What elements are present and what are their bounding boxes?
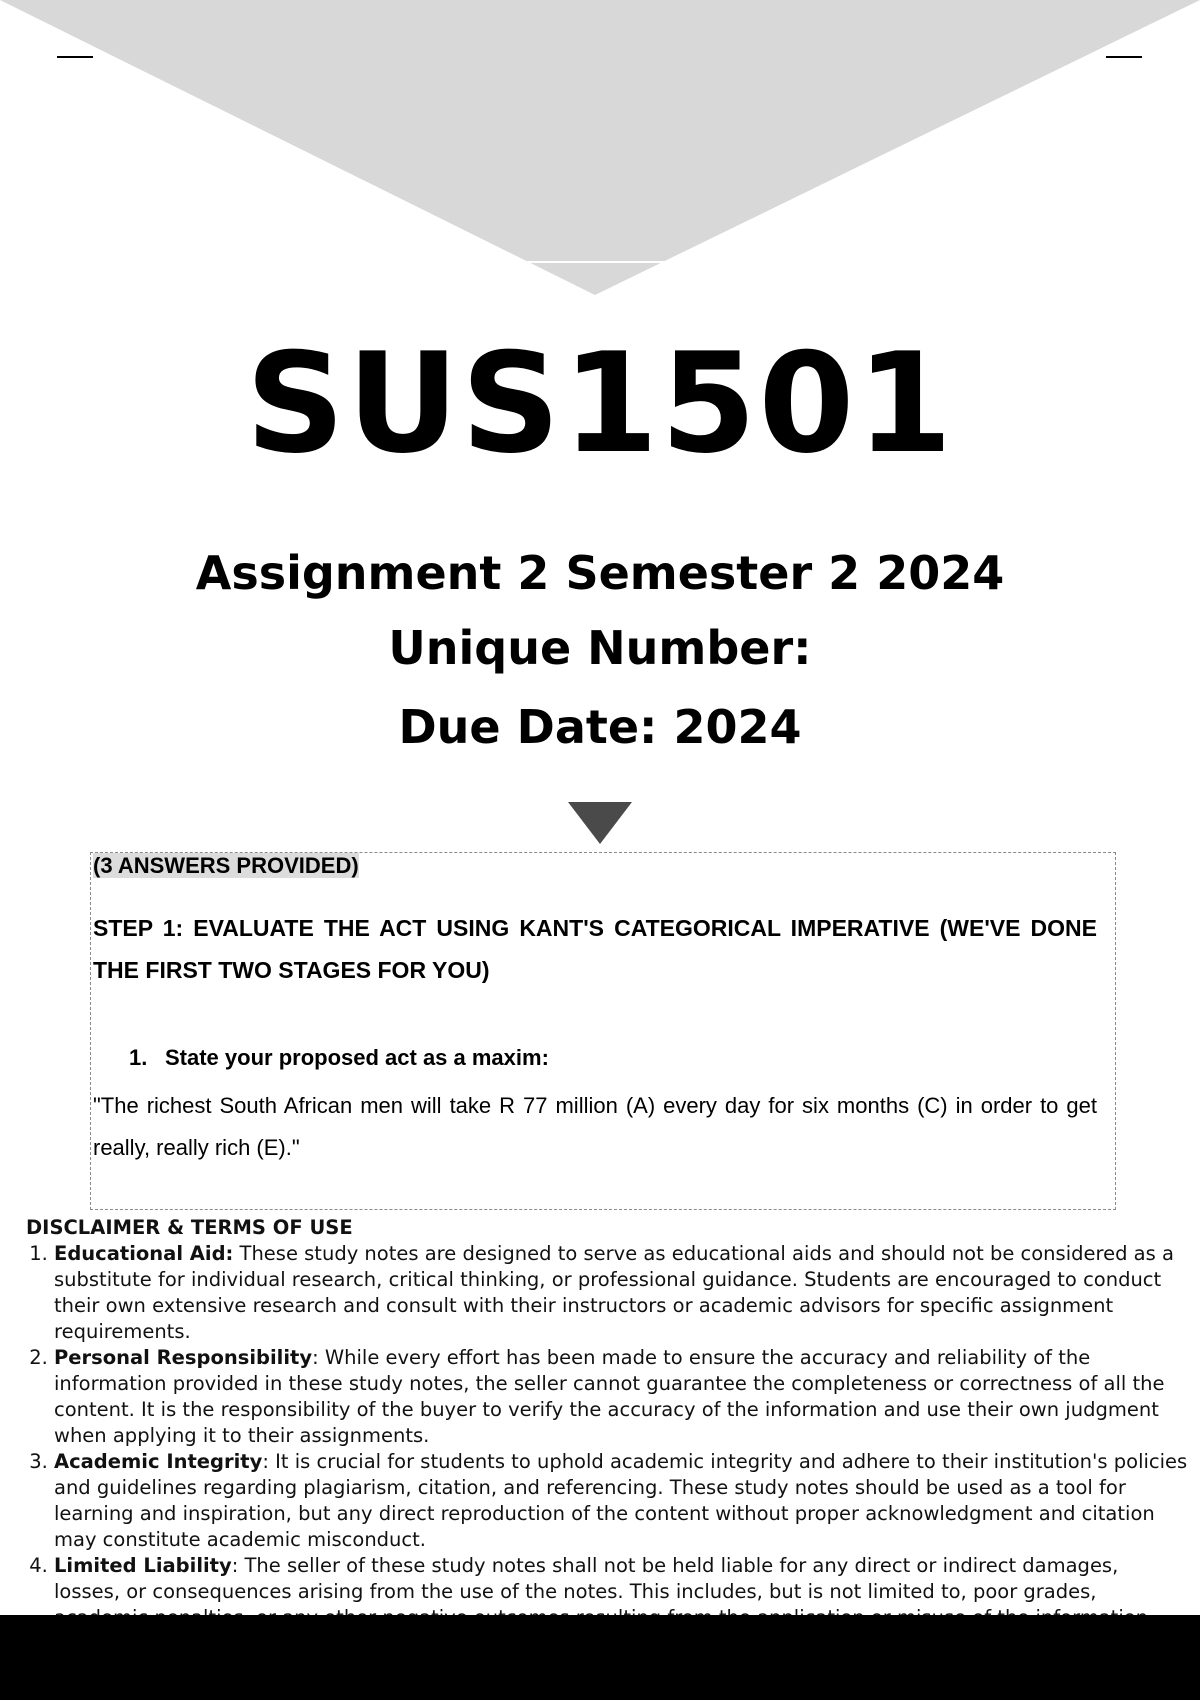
question-number: 1.	[129, 1045, 148, 1070]
disclaimer-item: 1. Educational Aid: These study notes are designed to serve as educational aids and should not be considered as a substitute for individual research, critical thinking, or professional guidance. Students are encouraged to conduct their own extensive research and consult with their instructors or academic advisors for specific assignment requirements.	[54, 1241, 1188, 1345]
bottom-black-bar	[0, 1615, 1200, 1700]
disclaimer-list	[18, 1241, 1188, 1631]
header-chevron-graphic	[0, 0, 1200, 300]
answer-preview-box	[90, 852, 1116, 1210]
corner-rule-right	[1106, 56, 1142, 58]
disclaimer-item: 2. Personal Responsibility: While every effort has been made to ensure the accuracy and reliability of the information provided in these study notes, the seller cannot guarantee the completeness or correctness of all the content. It is the responsibility of the buyer to verify the accuracy of the information and use their own judgment when applying it to their assignments.	[54, 1345, 1188, 1449]
due-date-line: Due Date: 2024	[398, 700, 802, 754]
disclaimer-item: 3. Academic Integrity: It is crucial for students to uphold academic integrity and adhere to their institution's policies and guidelines regarding plagiarism, citation, and referencing. These study notes should be used as a tool for learning and inspiration, but any direct reproduction of the content without proper acknowledgment and citation may constitute academic misconduct.	[54, 1449, 1188, 1553]
unique-number-line: Unique Number:	[388, 621, 812, 675]
disclaimer-section	[18, 1215, 1188, 1631]
assignment-line: Assignment 2 Semester 2 2024	[195, 546, 1005, 600]
question-item	[93, 1045, 1097, 1071]
course-code-title: SUS1501	[245, 323, 955, 484]
corner-rule-left	[57, 56, 93, 58]
maxim-text: "The richest South African men will take R 77 million (A) every day for six months (C) in order to get really, really rich (E)."	[93, 1093, 1097, 1160]
question-text: State your proposed act as a maxim:	[165, 1045, 549, 1070]
disclaimer-heading: DISCLAIMER & TERMS OF USE	[26, 1216, 353, 1239]
step-heading: STEP 1: EVALUATE THE ACT USING KANT'S CATEGORICAL IMPERATIVE (WE'VE DONE THE FIRST TWO STAGES FOR YOU)	[93, 915, 1097, 983]
disclaimer-item: 4. Limited Liability: The seller of these study notes shall not be held liable for any direct or indirect damages, losses, or consequences arising from the use of the notes. This includes, but is not limited to, poor grades,	[54, 1553, 1188, 1631]
down-arrow-icon	[568, 802, 632, 844]
answers-note: (3 ANSWERS PROVIDED)	[93, 853, 359, 878]
